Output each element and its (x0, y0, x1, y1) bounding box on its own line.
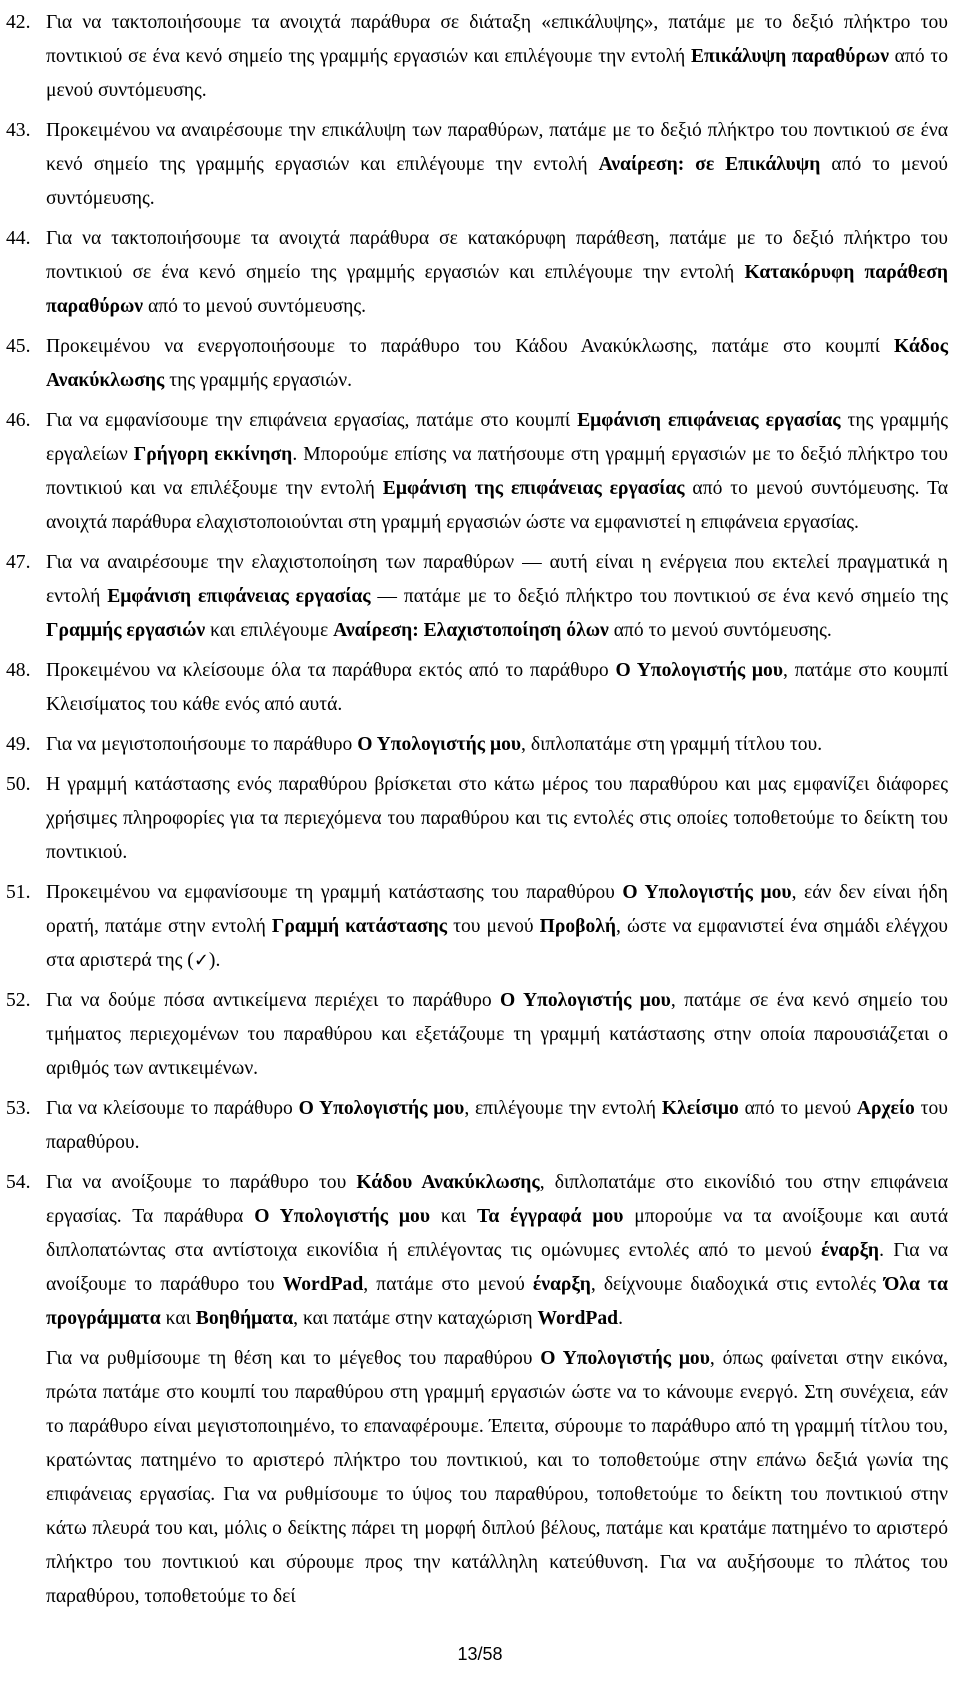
list-item (0, 654, 948, 722)
text-run: και (430, 1206, 478, 1227)
text-run: , δείχνουμε διαδοχικά στις εντολές (590, 1274, 885, 1295)
page-number: 13/58 (457, 1644, 503, 1664)
bold-term: Γραμμής εργασιών (46, 620, 206, 641)
text-run: Προκειμένου να εμφανίσουμε τη γραμμή κατάστασης του παραθύρου (46, 882, 623, 903)
text-run: , διπλοπατάμε στη γραμμή τίτλου του. (521, 734, 823, 755)
bold-term: Κάδου Ανακύκλωσης (356, 1172, 540, 1193)
list-item (0, 6, 948, 108)
text-run: από το μενού (738, 1098, 857, 1119)
item-number: 44. (6, 228, 31, 249)
text-run: ). (208, 950, 221, 971)
list-item (0, 114, 948, 216)
text-run: Προκειμένου να αναιρέσουμε την επικάλυψη των παραθύρων, πατάμε με το δεξιό πλήκτρο του ποντικιού σε ένα κενό σημείο της γραμμής εργασιών και επιλέγουμε την εντολή (46, 120, 948, 175)
text-run: , εάν δεν είναι ήδη ορατή, πατάμε στην εντολή (46, 882, 948, 937)
bold-term: Εμφάνιση επιφάνειας εργασίας (577, 410, 841, 431)
text-run: , ώστε να εμφανιστεί ένα σημάδι ελέγχου στα αριστερά της ( (46, 916, 948, 971)
item-number: 42. (6, 12, 31, 33)
bold-term: Όλα τα προγράμματα (46, 1274, 948, 1329)
bold-term: Εμφάνιση της επιφάνειας εργασίας (382, 478, 685, 499)
bold-term: Αρχείο (856, 1098, 915, 1119)
text-run: του μενού (447, 916, 540, 937)
document-body (0, 6, 948, 1614)
text-run: Για να τακτοποιήσουμε τα ανοιχτά παράθυρα σε διάταξη «επικάλυψης», πατάμε με το δεξιό πλήκτρο του ποντικιού σε ένα κενό σημείο της γραμμής εργασιών και επιλέγουμε την εντολή (46, 12, 948, 67)
text-run: , και πατάμε στην καταχώριση (293, 1308, 538, 1329)
text-run: της γραμμής εργαλείων (46, 410, 948, 465)
list-item (0, 1092, 948, 1160)
text-run: από το μενού συντόμευσης. (46, 46, 948, 101)
list-item (0, 546, 948, 648)
item-number: 43. (6, 120, 31, 141)
text-run: του παραθύρου. (46, 1098, 948, 1153)
text-run: Προκειμένου να ενεργοποιήσουμε το παράθυρο του Κάδου Ανακύκλωσης, πατάμε στο κουμπί (46, 336, 894, 357)
bold-term: Ο Υπολογιστής μου (622, 882, 792, 903)
text-run: από το μενού συντόμευσης. (143, 296, 367, 317)
list-item (0, 728, 948, 762)
bold-term: Ο Υπολογιστής μου (298, 1098, 465, 1119)
item-number: 45. (6, 336, 31, 357)
bold-term: Ο Υπολογιστής μου (540, 1348, 710, 1369)
item-number: 50. (6, 774, 31, 795)
checkmark-icon: ✓ (193, 950, 209, 971)
bold-term: Κλείσιμο (661, 1098, 739, 1119)
text-run: . Για να ανοίξουμε το παράθυρο του (46, 1240, 948, 1295)
text-run: . (618, 1308, 623, 1329)
bold-term: έναρξη (532, 1274, 591, 1295)
bold-term: Ο Υπολογιστής μου (254, 1206, 431, 1227)
list-item (0, 330, 948, 398)
item-number: 49. (6, 734, 31, 755)
bold-term: Κατακόρυφη παράθεση παραθύρων (46, 262, 948, 317)
text-run: Για να μεγιστοποιήσουμε το παράθυρο (46, 734, 358, 755)
bold-term: Αναίρεση: Ελαχιστοποίηση όλων (333, 620, 609, 641)
text-run: Για να αναιρέσουμε την ελαχιστοποίηση των παραθύρων — αυτή είναι η ενέργεια που εκτελεί πραγματικά η εντολή (46, 552, 948, 607)
item-number: 53. (6, 1098, 31, 1119)
list-item (0, 984, 948, 1086)
list-item (0, 1166, 948, 1336)
text-run: Για να ανοίξουμε το παράθυρο του (46, 1172, 357, 1193)
bold-term: έναρξη (821, 1240, 880, 1261)
text-run: , επιλέγουμε την εντολή (464, 1098, 662, 1119)
bold-term: Επικάλυψη παραθύρων (690, 46, 889, 67)
bold-term: WordPad (537, 1308, 619, 1329)
bold-term: Γραμμή κατάστασης (271, 916, 448, 937)
list-item (0, 768, 948, 870)
item-number: 51. (6, 882, 31, 903)
bold-term: Κάδος Ανακύκλωσης (46, 336, 948, 391)
list-item (0, 222, 948, 324)
bold-term: Ο Υπολογιστής μου (357, 734, 522, 755)
text-run: . Μπορούμε επίσης να πατήσουμε στη γραμμή εργασιών με το δεξιό πλήκτρο του ποντικιού και να επιλέξουμε την εντολή (46, 444, 948, 499)
continuation-paragraph (0, 1342, 948, 1614)
text-run: , διπλοπατάμε στο εικονίδιό του στην επιφάνεια εργασίας. Τα παράθυρα (46, 1172, 948, 1227)
item-number: 54. (6, 1172, 31, 1193)
text-run: , όπως φαίνεται στην εικόνα, πρώτα πατάμε στο κουμπί του παραθύρου στη γραμμή εργασιών ώστε να το κάνουμε ενεργό. Στη συνέχεια, εάν το παράθυρο είναι μεγιστοποιημένο, το επαναφέρουμε. Έπειτα, σύρουμε το παράθυρο από τη γραμμή τίτλου του, κρατώντας πατημένο το αριστερό πλήκτρο του ποντικιού, και το τοποθετούμε στην επάνω δεξιά γωνία της επιφάνειας εργασίας. Για να ρυθμίσουμε το ύψος του παραθύρου, τοποθετούμε το δείκτη του ποντικιού στην κάτω πλευρά του και, μόλις ο δείκτης πάρει τη μορφή διπλού βέλους, πατάμε και κρατάμε πατημένο το αριστερό πλήκτρο του ποντικιού και σύρουμε προς την κατάλληλη κατεύθυνση. Για να αυξήσουμε το πλάτος του παραθύρου, τοποθετούμε το δεί (46, 1348, 948, 1607)
text-run: Για να κλείσουμε το παράθυρο (46, 1098, 299, 1119)
item-number: 48. (6, 660, 31, 681)
bold-term: Αναίρεση: σε Επικάλυψη (598, 154, 821, 175)
text-run: μπορούμε να τα ανοίξουμε και αυτά διπλοπατώντας στα αντίστοιχα εικονίδια ή επιλέγοντας τις ομώνυμες εντολές από το μενού (46, 1206, 949, 1261)
text-run: — πατάμε με το δεξιό πλήκτρο του ποντικιού σε ένα κενό σημείο της (370, 586, 948, 607)
text-run: Για να ρυθμίσουμε τη θέση και το μέγεθος του παραθύρου (46, 1348, 541, 1369)
text-run: Για να τακτοποιήσουμε τα ανοιχτά παράθυρα σε κατακόρυφη παράθεση, πατάμε με το δεξιό πλήκτρο του ποντικιού σε ένα κενό σημείο της γραμμής εργασιών και επιλέγουμε την εντολή (46, 228, 948, 283)
item-number: 46. (6, 410, 31, 431)
bold-term: Βοηθήματα (195, 1308, 294, 1329)
text-run: της γραμμής εργασιών. (164, 370, 353, 391)
item-number: 52. (6, 990, 31, 1011)
bold-term: Προβολή (539, 916, 617, 937)
item-number: 47. (6, 552, 31, 573)
text-run: και επιλέγουμε (205, 620, 334, 641)
bold-term: WordPad (282, 1274, 364, 1295)
bold-term: Τα έγγραφά μου (477, 1206, 624, 1227)
text-run: , πατάμε σε ένα κενό σημείο του τμήματος περιεχομένων του παραθύρου και εξετάζουμε τη γραμμή κατάστασης στην οποία παρουσιάζεται ο αριθμός των αντικειμένων. (46, 990, 948, 1079)
text-run: και (160, 1308, 196, 1329)
bold-term: Ο Υπολογιστής μου (615, 660, 783, 681)
text-run: από το μενού συντόμευσης. (46, 154, 948, 209)
bold-term: Εμφάνιση επιφάνειας εργασίας (107, 586, 371, 607)
text-run: Προκειμένου να κλείσουμε όλα τα παράθυρα εκτός από το παράθυρο (46, 660, 616, 681)
text-run: , πατάμε στο κουμπί Κλεισίματος του κάθε ενός από αυτά. (46, 660, 949, 715)
bold-term: Ο Υπολογιστής μου (500, 990, 671, 1011)
text-run: Για να δούμε πόσα αντικείμενα περιέχει το παράθυρο (46, 990, 501, 1011)
text-run: από το μενού συντόμευσης. Τα ανοιχτά παράθυρα ελαχιστοποιούνται στη γραμμή εργασιών ώστε να εμφανιστεί η επιφάνεια εργασίας. (46, 478, 948, 533)
text-run: , πατάμε στο μενού (363, 1274, 533, 1295)
text-run: Για να εμφανίσουμε την επιφάνεια εργασίας, πατάμε στο κουμπί (46, 410, 578, 431)
text-run: από το μενού συντόμευσης. (608, 620, 832, 641)
text-run: Η γραμμή κατάστασης ενός παραθύρου βρίσκεται στο κάτω μέρος του παραθύρου και μας εμφανίζει διάφορες χρήσιμες πληροφορίες για τα περιεχόμενα του παραθύρου και τις εντολές στις οποίες τοποθετούμε το δείκτη του ποντικιού. (46, 774, 948, 863)
list-item (0, 876, 948, 978)
bold-term: Γρήγορη εκκίνηση (133, 444, 293, 465)
list-item (0, 404, 948, 540)
